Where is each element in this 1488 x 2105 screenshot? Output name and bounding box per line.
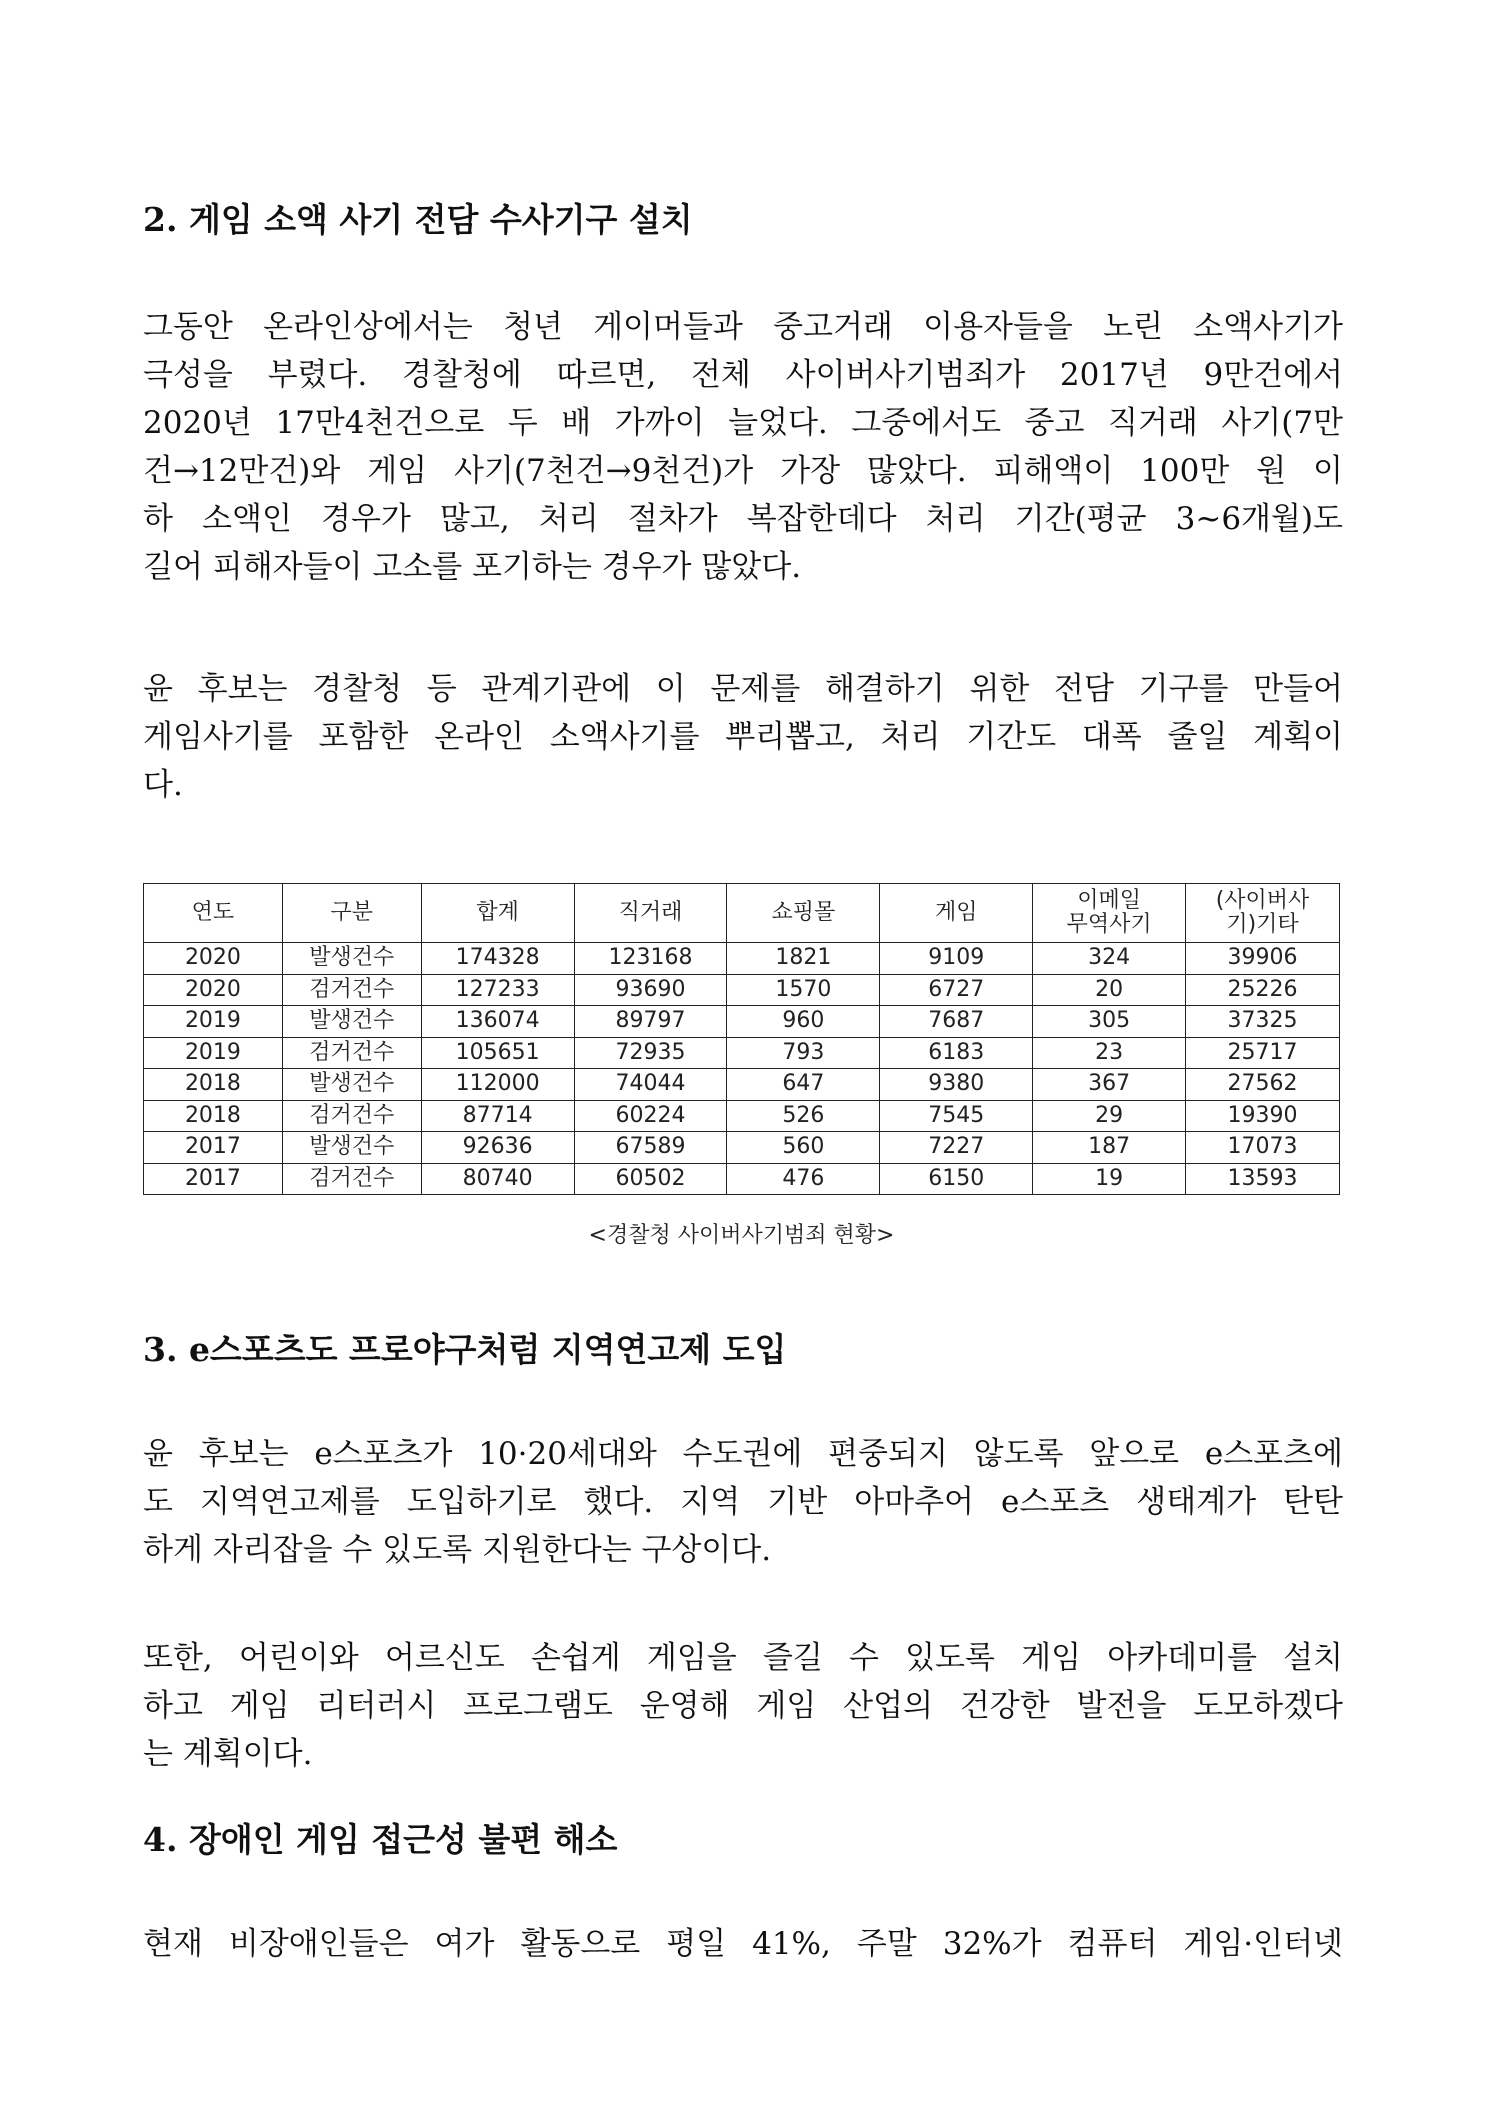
table-cell: 74044 — [574, 1069, 727, 1101]
table-cell: 검거건수 — [282, 1163, 421, 1195]
column-header: (사이버사 기)기타 — [1186, 884, 1340, 943]
column-header: 직거래 — [574, 884, 727, 943]
section-3-paragraph-2 — [143, 1634, 1343, 1778]
section-3-heading: 3. e스포츠도 프로야구처럼 지역연고제 도입 — [143, 1330, 787, 1369]
table-row — [144, 974, 1340, 1006]
table-cell: 23 — [1033, 1037, 1186, 1069]
table-cell: 발생건수 — [282, 1006, 421, 1038]
table-cell: 29 — [1033, 1100, 1186, 1132]
table-row — [144, 943, 1340, 975]
table-cell: 93690 — [574, 974, 727, 1006]
table-row — [144, 1006, 1340, 1038]
column-header: 연도 — [144, 884, 283, 943]
table-cell: 39906 — [1186, 943, 1340, 975]
table-cell: 검거건수 — [282, 1037, 421, 1069]
cyber-fraud-stats-table — [143, 883, 1340, 1195]
table-cell: 19390 — [1186, 1100, 1340, 1132]
table-cell: 305 — [1033, 1006, 1186, 1038]
text-line: 하 소액인 경우가 많고, 처리 절차가 복잡한데다 처리 기간(평균 3~6개월)도 — [143, 501, 1343, 537]
table-header-row — [144, 884, 1340, 943]
table-cell: 9109 — [880, 943, 1033, 975]
table-cell: 발생건수 — [282, 1132, 421, 1164]
table-cell: 7227 — [880, 1132, 1033, 1164]
table-cell: 25717 — [1186, 1037, 1340, 1069]
table-cell: 25226 — [1186, 974, 1340, 1006]
table-cell: 13593 — [1186, 1163, 1340, 1195]
table-row — [144, 1037, 1340, 1069]
table-cell: 1821 — [727, 943, 880, 975]
table-cell: 526 — [727, 1100, 880, 1132]
section-2-paragraph-2 — [143, 665, 1343, 809]
table-cell: 174328 — [421, 943, 574, 975]
text-line: 하게 자리잡을 수 있도록 지원한다는 구상이다. — [143, 1532, 772, 1568]
text-line: 건→12만건)와 게임 사기(7천건→9천건)가 가장 많았다. 피해액이 100만 원 이 — [143, 453, 1343, 489]
table-cell: 960 — [727, 1006, 880, 1038]
table-cell: 123168 — [574, 943, 727, 975]
table-cell: 발생건수 — [282, 943, 421, 975]
table-cell: 92636 — [421, 1132, 574, 1164]
text-line: 2020년 17만4천건으로 두 배 가까이 늘었다. 그중에서도 중고 직거래 사기(7만 — [143, 405, 1343, 441]
table-cell: 6150 — [880, 1163, 1033, 1195]
section-3-paragraph-1 — [143, 1430, 1343, 1574]
table-caption: <경찰청 사이버사기범죄 현황> — [588, 1223, 895, 1248]
table-cell: 검거건수 — [282, 974, 421, 1006]
table-cell: 187 — [1033, 1132, 1186, 1164]
text-line: 현재 비장애인들은 여가 활동으로 평일 41%, 주말 32%가 컴퓨터 게임·인터넷 — [143, 1926, 1343, 1962]
table-cell: 560 — [727, 1132, 880, 1164]
table-cell: 2018 — [144, 1069, 283, 1101]
table-cell: 1570 — [727, 974, 880, 1006]
table-cell: 7545 — [880, 1100, 1033, 1132]
table-cell: 60224 — [574, 1100, 727, 1132]
column-header: 구분 — [282, 884, 421, 943]
table-cell: 89797 — [574, 1006, 727, 1038]
section-4-paragraph-1 — [143, 1920, 1343, 1968]
table-cell: 476 — [727, 1163, 880, 1195]
text-line: 게임사기를 포함한 온라인 소액사기를 뿌리뽑고, 처리 기간도 대폭 줄일 계획이 — [143, 719, 1343, 755]
text-line: 윤 후보는 경찰청 등 관계기관에 이 문제를 해결하기 위한 전담 기구를 만들어 — [143, 671, 1343, 707]
table-cell: 2019 — [144, 1006, 283, 1038]
table-cell: 6183 — [880, 1037, 1033, 1069]
table-cell: 324 — [1033, 943, 1186, 975]
table-cell: 2017 — [144, 1163, 283, 1195]
table-cell: 67589 — [574, 1132, 727, 1164]
table-cell: 2020 — [144, 974, 283, 1006]
text-line: 는 계획이다. — [143, 1736, 313, 1772]
table-row — [144, 1069, 1340, 1101]
table-row — [144, 1132, 1340, 1164]
column-header: 이메일 무역사기 — [1033, 884, 1186, 943]
text-line: 또한, 어린이와 어르신도 손쉽게 게임을 즐길 수 있도록 게임 아카데미를 설치 — [143, 1640, 1343, 1676]
table-cell: 17073 — [1186, 1132, 1340, 1164]
table-cell: 2018 — [144, 1100, 283, 1132]
table-cell: 105651 — [421, 1037, 574, 1069]
table-cell: 6727 — [880, 974, 1033, 1006]
table-cell: 27562 — [1186, 1069, 1340, 1101]
text-line: 길어 피해자들이 고소를 포기하는 경우가 많았다. — [143, 549, 802, 585]
table-cell: 72935 — [574, 1037, 727, 1069]
table-cell: 367 — [1033, 1069, 1186, 1101]
table-body — [144, 943, 1340, 1195]
table-cell: 2020 — [144, 943, 283, 975]
table-cell: 793 — [727, 1037, 880, 1069]
section-2-paragraph-1 — [143, 303, 1343, 591]
table-cell: 19 — [1033, 1163, 1186, 1195]
table-cell: 20 — [1033, 974, 1186, 1006]
text-line: 다. — [143, 767, 183, 803]
text-line: 그동안 온라인상에서는 청년 게이머들과 중고거래 이용자들을 노린 소액사기가 — [143, 309, 1343, 345]
table-cell: 80740 — [421, 1163, 574, 1195]
table-cell: 발생건수 — [282, 1069, 421, 1101]
table-cell: 60502 — [574, 1163, 727, 1195]
table-cell: 2017 — [144, 1132, 283, 1164]
text-line: 도 지역연고제를 도입하기로 했다. 지역 기반 아마추어 e스포츠 생태계가 탄탄 — [143, 1484, 1343, 1520]
table-row — [144, 1100, 1340, 1132]
column-header: 쇼핑몰 — [727, 884, 880, 943]
table-cell: 136074 — [421, 1006, 574, 1038]
section-2-heading: 2. 게임 소액 사기 전담 수사기구 설치 — [143, 200, 693, 239]
table-cell: 37325 — [1186, 1006, 1340, 1038]
text-line: 윤 후보는 e스포츠가 10·20세대와 수도권에 편중되지 않도록 앞으로 e스포츠에 — [143, 1436, 1343, 1472]
table-cell: 9380 — [880, 1069, 1033, 1101]
table-cell: 7687 — [880, 1006, 1033, 1038]
column-header: 게임 — [880, 884, 1033, 943]
table-cell: 2019 — [144, 1037, 283, 1069]
table-cell: 검거건수 — [282, 1100, 421, 1132]
section-4-heading: 4. 장애인 게임 접근성 불편 해소 — [143, 1820, 618, 1859]
text-line: 극성을 부렸다. 경찰청에 따르면, 전체 사이버사기범죄가 2017년 9만건에서 — [143, 357, 1343, 393]
table-row — [144, 1163, 1340, 1195]
table-cell: 112000 — [421, 1069, 574, 1101]
table-cell: 127233 — [421, 974, 574, 1006]
text-line: 하고 게임 리터러시 프로그램도 운영해 게임 산업의 건강한 발전을 도모하겠다 — [143, 1688, 1343, 1724]
table-cell: 647 — [727, 1069, 880, 1101]
table-cell: 87714 — [421, 1100, 574, 1132]
column-header: 합계 — [421, 884, 574, 943]
